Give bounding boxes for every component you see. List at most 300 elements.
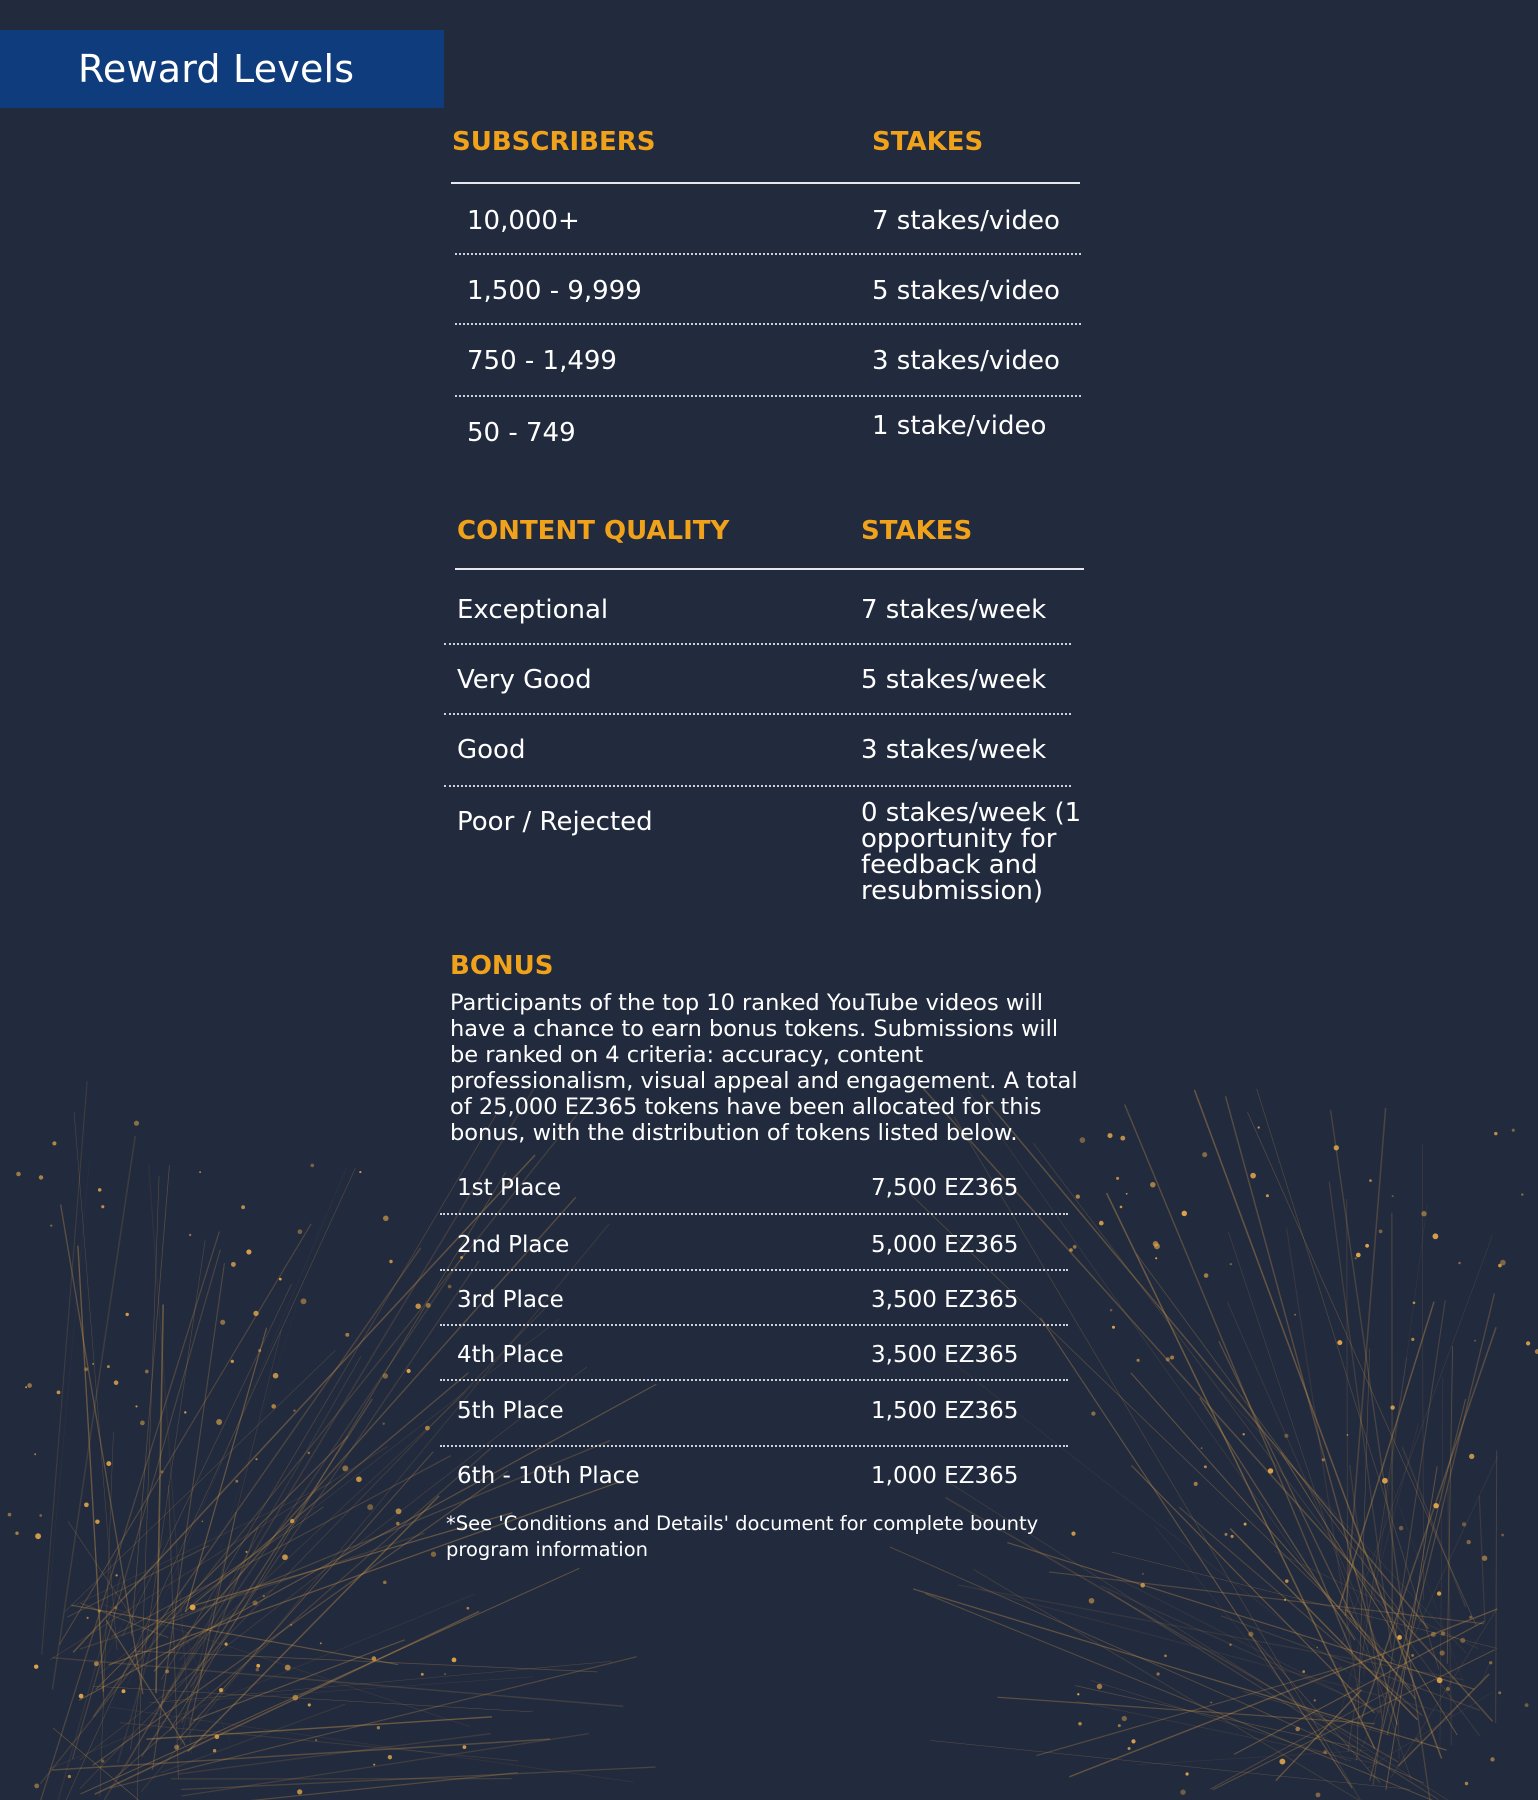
light-ray: [100, 1319, 559, 1674]
sparkle-dot: [79, 1694, 84, 1699]
sparkle-dot: [1279, 1759, 1285, 1765]
sparkle-dot: [407, 1369, 411, 1373]
sparkle-dot: [106, 1461, 111, 1466]
sparkle-dot: [1469, 1616, 1472, 1619]
sparkle-dot: [293, 1409, 295, 1411]
sparkle-dot: [256, 1664, 260, 1668]
light-ray: [96, 1436, 348, 1689]
sparkle-dot: [27, 1383, 32, 1388]
sparkle-dot: [425, 1426, 430, 1431]
sparkle-dot: [1302, 1670, 1305, 1673]
sparkle-dot: [1128, 1747, 1131, 1750]
sparkle-dot: [225, 1643, 228, 1646]
light-ray: [1249, 1633, 1380, 1783]
light-ray: [1125, 1105, 1353, 1654]
sparkle-dot: [1248, 1632, 1253, 1637]
sparkle-dot: [1118, 1724, 1121, 1727]
subscribers-row-value: 1 stake/video: [872, 411, 1047, 441]
sparkle-dot: [1120, 1206, 1123, 1209]
sparkle-dot: [1399, 1526, 1404, 1531]
sparkle-dot: [1120, 1136, 1125, 1141]
sparkle-dot: [1294, 1314, 1296, 1316]
sparkle-dot: [320, 1642, 322, 1644]
row-divider: [440, 1213, 1068, 1215]
bonus-row-label: 5th Place: [457, 1398, 564, 1424]
bonus-row-value: 1,500 EZ365: [871, 1398, 1019, 1424]
sparkle-dot: [202, 1521, 204, 1523]
subscribers-row-label: 10,000+: [467, 206, 580, 236]
sparkle-dot: [1446, 1687, 1450, 1691]
row-divider: [444, 713, 1071, 715]
light-ray: [1136, 1254, 1411, 1628]
sparkle-dot: [356, 1476, 362, 1482]
sparkle-dot: [101, 1760, 104, 1763]
sparkle-dot: [1501, 1534, 1504, 1537]
sparkle-dot: [253, 1600, 258, 1605]
sparkle-dot: [15, 1531, 18, 1534]
subscribers-row-value: 3 stakes/video: [872, 346, 1060, 376]
sparkle-dot: [1266, 1194, 1269, 1197]
sparkle-dot: [34, 1664, 38, 1668]
sparkle-dot: [115, 1606, 118, 1609]
sparkle-dot: [1110, 1309, 1113, 1312]
bonus-row-value: 7,500 EZ365: [871, 1175, 1019, 1201]
sparkle-dot: [253, 1311, 258, 1316]
sparkle-dot: [1512, 1129, 1515, 1132]
sparkle-dot: [1210, 1701, 1212, 1703]
light-ray: [131, 1165, 169, 1635]
sparkle-dot: [98, 1188, 102, 1192]
sparkle-dot: [1137, 1359, 1140, 1362]
content-quality-row-value: 3 stakes/week: [861, 735, 1047, 765]
sparkle-dot: [1069, 1248, 1073, 1252]
sparkle-dot: [301, 1298, 307, 1304]
sparkle-dot: [189, 1234, 191, 1236]
sparkle-dot: [50, 1224, 52, 1226]
sparkle-dot: [1230, 1263, 1232, 1265]
sparkle-dot: [1201, 1447, 1203, 1449]
bonus-row-label: 2nd Place: [457, 1232, 570, 1258]
sparkle-dot: [1202, 1152, 1207, 1157]
sparkle-dot: [290, 1519, 294, 1523]
sparkle-dot: [57, 1391, 61, 1395]
sparkle-dot: [245, 1551, 247, 1553]
sparkle-dot: [1521, 1193, 1523, 1195]
sparkle-dot: [1268, 1468, 1273, 1473]
sparkle-dot: [256, 1668, 260, 1672]
light-ray: [115, 1448, 492, 1778]
sparkle-dot: [35, 1533, 41, 1539]
sparkle-dot: [219, 1688, 223, 1692]
sparkle-dot: [241, 1205, 245, 1209]
sparkle-dot: [1284, 1599, 1286, 1601]
banner-title: Reward Levels: [78, 47, 355, 91]
light-ray: [170, 1172, 506, 1730]
light-ray: [1496, 1450, 1497, 1723]
sparkle-dot: [1285, 1579, 1288, 1582]
sparkle-dot: [1500, 1260, 1506, 1266]
light-ray: [193, 1640, 405, 1721]
subscribers-stakes-header: STAKES: [872, 127, 984, 157]
sparkle-dot: [377, 1726, 380, 1729]
sparkle-dot: [1116, 1177, 1119, 1180]
sparkle-dot: [290, 1624, 292, 1626]
subscribers-row-label: 750 - 1,499: [467, 346, 617, 376]
sparkle-dot: [1142, 1573, 1144, 1575]
bonus-row-label: 3rd Place: [457, 1287, 564, 1313]
row-divider: [455, 253, 1081, 255]
footnote: *See 'Conditions and Details' document for complete bounty program information: [446, 1512, 1039, 1561]
sparkle-dot: [383, 1423, 385, 1425]
sparkle-dot: [215, 1735, 220, 1740]
content-quality-row-value: 0 stakes/week (1 opportunity for feedback and resubmission): [861, 798, 1082, 906]
sparkle-dot: [1469, 1454, 1474, 1459]
sparkle-dot: [310, 1164, 314, 1168]
sparkle-dot: [279, 1278, 282, 1281]
sparkle-dot: [122, 1689, 126, 1693]
sparkle-dot: [1431, 1632, 1436, 1637]
sparkle-dot: [258, 1349, 261, 1352]
sparkle-dot: [1091, 1411, 1095, 1415]
sparkle-dot: [213, 1749, 216, 1752]
sparkle-dot: [1466, 1540, 1470, 1544]
sparkle-dot: [1413, 1301, 1416, 1304]
sparkle-dot: [1440, 1650, 1445, 1655]
sparkle-dot: [342, 1465, 348, 1471]
sparkle-dot: [92, 1363, 94, 1365]
row-divider: [455, 323, 1081, 325]
sparkle-dot: [1498, 1691, 1501, 1694]
subscribers-row-value: 5 stakes/video: [872, 276, 1060, 306]
light-ray: [52, 1136, 135, 1689]
light-ray: [1033, 1143, 1479, 1735]
sparkle-dot: [1494, 1132, 1497, 1135]
sparkle-dot: [308, 1452, 311, 1455]
sparkle-dot: [1390, 1405, 1394, 1409]
sparkle-dot: [1314, 1699, 1316, 1701]
light-ray: [42, 1081, 87, 1654]
sparkle-dot: [84, 1502, 89, 1507]
bonus-row-value: 3,500 EZ365: [871, 1342, 1019, 1368]
left-light-rays: [40, 1081, 656, 1800]
sparkle-dot: [145, 1370, 149, 1374]
sparkle-dot: [34, 1453, 36, 1455]
sparkle-dot: [1437, 1591, 1441, 1595]
sparkle-dot: [1411, 1338, 1414, 1341]
sparkle-dot: [1107, 1133, 1112, 1138]
sparkle-dot: [1347, 1434, 1349, 1436]
bonus-row-value: 3,500 EZ365: [871, 1287, 1019, 1313]
row-divider: [444, 643, 1071, 645]
sparkle-dot: [421, 1673, 424, 1676]
sparkle-dot: [1411, 1654, 1414, 1657]
sparkle-dot: [1155, 1257, 1157, 1259]
sparkle-dot: [231, 1262, 236, 1267]
sparkle-dot: [388, 1755, 392, 1759]
sparkle-dot: [174, 1745, 179, 1750]
sparkle-dot: [1441, 1631, 1445, 1635]
sparkle-dot: [1465, 1782, 1468, 1785]
light-ray: [1194, 1090, 1441, 1759]
light-ray: [141, 1507, 323, 1632]
sparkle-dot: [84, 1367, 88, 1371]
content-quality-row-label: Poor / Rejected: [457, 807, 653, 837]
sparkle-dot: [135, 1405, 137, 1407]
content-quality-row-label: Very Good: [457, 665, 592, 695]
light-ray: [100, 1432, 114, 1796]
sparkle-dot: [115, 1574, 117, 1576]
sparkle-dot: [467, 1607, 470, 1610]
light-ray: [65, 1351, 335, 1612]
sparkle-dot: [98, 1610, 101, 1613]
sparkle-dot: [8, 1513, 12, 1517]
content-quality-stakes-header: STAKES: [861, 516, 973, 546]
sparkle-dot: [383, 1373, 388, 1378]
sparkle-dot: [1073, 1245, 1077, 1249]
sparkle-dot: [231, 1360, 234, 1363]
sparkle-dot: [94, 1661, 99, 1666]
sparkle-dot: [1474, 1340, 1476, 1342]
sparkle-dot: [1076, 1194, 1080, 1198]
sparkle-dot: [431, 1552, 436, 1557]
sparkle-dot: [1322, 1458, 1325, 1461]
sparkle-dot: [448, 1285, 452, 1289]
sparkle-dot: [1182, 1211, 1187, 1216]
sparkle-dot: [95, 1519, 100, 1524]
sparkle-dot: [1460, 1638, 1465, 1643]
bonus-row-label: 6th - 10th Place: [457, 1463, 640, 1489]
sparkle-dot: [1284, 1434, 1288, 1438]
sparkle-dot: [114, 1380, 119, 1385]
sparkle-dot: [1355, 1257, 1357, 1259]
sparkle-dot: [1316, 1647, 1318, 1649]
content-quality-row-value: 7 stakes/week: [861, 595, 1047, 625]
sparkle-dot: [199, 1171, 201, 1173]
sparkle-dot: [1150, 1182, 1156, 1188]
sparkle-dot: [1369, 1179, 1372, 1182]
sparkle-dot: [1526, 1341, 1530, 1345]
content-quality-row-label: Good: [457, 735, 526, 765]
sparkle-dot: [1421, 1211, 1426, 1216]
sparkle-dot: [1250, 1173, 1256, 1179]
sparkle-dot: [1258, 1126, 1260, 1128]
sparkle-dot: [389, 1260, 392, 1263]
sparkle-dot: [383, 1581, 387, 1585]
sparkle-dot: [107, 1365, 110, 1368]
sparkle-dot: [161, 1470, 164, 1473]
row-divider: [444, 785, 1071, 787]
subscribers-row-value: 7 stakes/video: [872, 206, 1060, 236]
sparkle-dot: [463, 1745, 467, 1749]
sparkle-dot: [1077, 1693, 1079, 1695]
sparkle-dot: [255, 1458, 257, 1460]
light-ray: [958, 1585, 1463, 1680]
bonus-description: Participants of the top 10 ranked YouTube videos will have a chance to earn bonus tokens. Submissions will be ranked on 4 criteria: accuracy, content professionalism, visual appeal and engagement. A total of 25,000 EZ365 tokens have been allocated for this bonus, with the distribution of tokens listed below.: [450, 990, 1078, 1146]
light-ray: [52, 1739, 550, 1770]
light-ray: [1356, 1456, 1498, 1761]
sparkle-dot: [383, 1216, 389, 1222]
row-divider: [455, 395, 1081, 397]
sparkle-dot: [140, 1421, 145, 1426]
sparkle-dot: [285, 1665, 291, 1671]
sparkle-dot: [1126, 1193, 1128, 1195]
sparkle-dot: [1334, 1145, 1339, 1150]
sparkle-dot: [1295, 1727, 1300, 1732]
sparkle-dot: [345, 1333, 349, 1337]
sparkle-dot: [68, 1775, 71, 1778]
row-divider: [440, 1379, 1068, 1381]
sparkle-dot: [1490, 1757, 1494, 1761]
sparkle-dot: [1482, 1556, 1487, 1561]
sparkle-dot: [125, 1313, 128, 1316]
sparkle-dot: [34, 1784, 39, 1789]
sparkle-dot: [190, 1604, 196, 1610]
sparkle-dot: [315, 1739, 317, 1741]
sparkle-dot: [373, 1764, 375, 1766]
sparkle-dot: [1379, 1230, 1383, 1234]
sparkle-dot: [1525, 1703, 1529, 1707]
sparkle-dot: [16, 1172, 21, 1177]
sparkle-dot: [1194, 1482, 1198, 1486]
sparkle-dot: [1337, 1340, 1342, 1345]
sparkle-dot: [367, 1504, 373, 1510]
sparkle-dot: [1489, 1661, 1492, 1664]
light-ray: [997, 1697, 1374, 1723]
reward-levels-banner: [0, 30, 444, 108]
content-quality-row-label: Exceptional: [457, 595, 609, 625]
light-ray: [1347, 1199, 1348, 1613]
sparkle-dot: [263, 1595, 265, 1597]
sparkle-dot: [165, 1669, 169, 1673]
light-ray: [137, 1176, 159, 1800]
light-ray: [74, 1112, 117, 1650]
row-divider: [440, 1445, 1068, 1447]
light-ray: [911, 1195, 1395, 1662]
sparkle-dot: [444, 1673, 446, 1675]
sparkle-dot: [1243, 1433, 1245, 1435]
light-ray: [1329, 1182, 1391, 1649]
sparkle-dot: [1433, 1503, 1438, 1508]
sparkle-dot: [1323, 1750, 1327, 1754]
sparkle-dot: [1462, 1522, 1466, 1526]
sparkle-dot: [1180, 1790, 1185, 1795]
sparkle-dot: [415, 1303, 420, 1308]
sparkle-dot: [184, 1411, 186, 1413]
sparkle-dot: [396, 1508, 402, 1514]
subscribers-header: SUBSCRIBERS: [452, 127, 656, 157]
sparkle-dot: [1131, 1739, 1135, 1743]
row-divider: [440, 1269, 1068, 1271]
bonus-title: BONUS: [450, 951, 554, 981]
sparkle-dot: [1170, 1355, 1174, 1359]
sparkle-dot: [1097, 1684, 1102, 1689]
light-ray: [1137, 1750, 1368, 1764]
light-ray: [185, 1328, 266, 1612]
sparkle-dot: [359, 1171, 361, 1173]
sparkle-dot: [1186, 1772, 1189, 1775]
light-ray: [930, 1740, 1410, 1789]
sparkle-dot: [396, 1522, 400, 1526]
light-ray: [127, 1168, 346, 1685]
sparkle-dot: [1365, 1244, 1369, 1248]
sparkle-dot: [1204, 1465, 1207, 1468]
sparkle-dot: [1140, 1583, 1145, 1588]
sparkle-dot: [297, 1789, 302, 1794]
light-ray: [1075, 1686, 1355, 1748]
light-ray: [890, 1547, 1424, 1783]
sparkle-dot: [292, 1695, 298, 1701]
sparkle-dot: [1154, 1243, 1160, 1249]
light-ray: [199, 1306, 296, 1616]
sparkle-dot: [39, 1175, 43, 1179]
bonus-row-label: 1st Place: [457, 1175, 562, 1201]
sparkle-dot: [220, 1320, 225, 1325]
sparkle-dot: [1356, 1253, 1361, 1258]
sparkle-dot: [246, 1249, 251, 1254]
sparkle-dot: [1392, 1195, 1394, 1197]
sparkle-dot: [426, 1303, 431, 1308]
sparkle-dot: [273, 1373, 279, 1379]
sparkle-dot: [1433, 1233, 1439, 1239]
sparkle-dot: [1229, 1644, 1231, 1646]
bonus-row-value: 5,000 EZ365: [871, 1232, 1019, 1258]
sparkle-dot: [235, 1480, 238, 1483]
sparkle-dots: [8, 1121, 1538, 1798]
light-ray: [59, 1224, 311, 1645]
sparkle-dot: [1204, 1273, 1209, 1278]
content-quality-row-value: 5 stakes/week: [861, 665, 1047, 695]
sparkle-dot: [1078, 1722, 1082, 1726]
sparkle-dot: [308, 1703, 311, 1706]
light-ray: [954, 1117, 1366, 1800]
content-quality-header: CONTENT QUALITY: [457, 516, 730, 546]
sparkle-dot: [372, 1656, 377, 1661]
sparkle-dot: [1437, 1677, 1443, 1683]
sparkle-dot: [1166, 1357, 1170, 1361]
light-ray: [1219, 1341, 1358, 1629]
sparkle-dot: [134, 1121, 139, 1126]
sparkle-dot: [1164, 1655, 1167, 1658]
light-ray: [1112, 1552, 1497, 1648]
sparkle-dot: [282, 1554, 288, 1560]
sparkle-dot: [101, 1205, 104, 1208]
bonus-row-label: 4th Place: [457, 1342, 564, 1368]
subscribers-row-label: 50 - 749: [467, 418, 576, 448]
light-ray: [1229, 1232, 1412, 1780]
subscribers-header-rule: [451, 182, 1080, 184]
sparkle-dot: [1225, 1533, 1228, 1536]
sparkle-dot: [216, 1419, 222, 1425]
sparkle-dot: [1156, 1672, 1159, 1675]
sparkle-dot: [452, 1658, 457, 1663]
sparkle-dot: [1231, 1535, 1234, 1538]
sparkle-dot: [298, 1229, 303, 1234]
sparkle-dot: [1382, 1478, 1388, 1484]
sparkle-dot: [1089, 1598, 1095, 1604]
sparkle-dot: [1122, 1716, 1127, 1721]
sparkle-dot: [87, 1617, 89, 1619]
sparkle-dot: [1397, 1635, 1402, 1640]
sparkle-dot: [1458, 1262, 1461, 1265]
sparkle-dot: [52, 1141, 56, 1145]
sparkle-dot: [1244, 1523, 1247, 1526]
sparkle-dot: [271, 1404, 276, 1409]
sparkle-dot: [1316, 1792, 1321, 1797]
light-ray: [190, 1261, 479, 1687]
sparkle-dot: [39, 1514, 42, 1517]
sparkle-dot: [1112, 1326, 1115, 1329]
light-ray: [1276, 1690, 1362, 1781]
